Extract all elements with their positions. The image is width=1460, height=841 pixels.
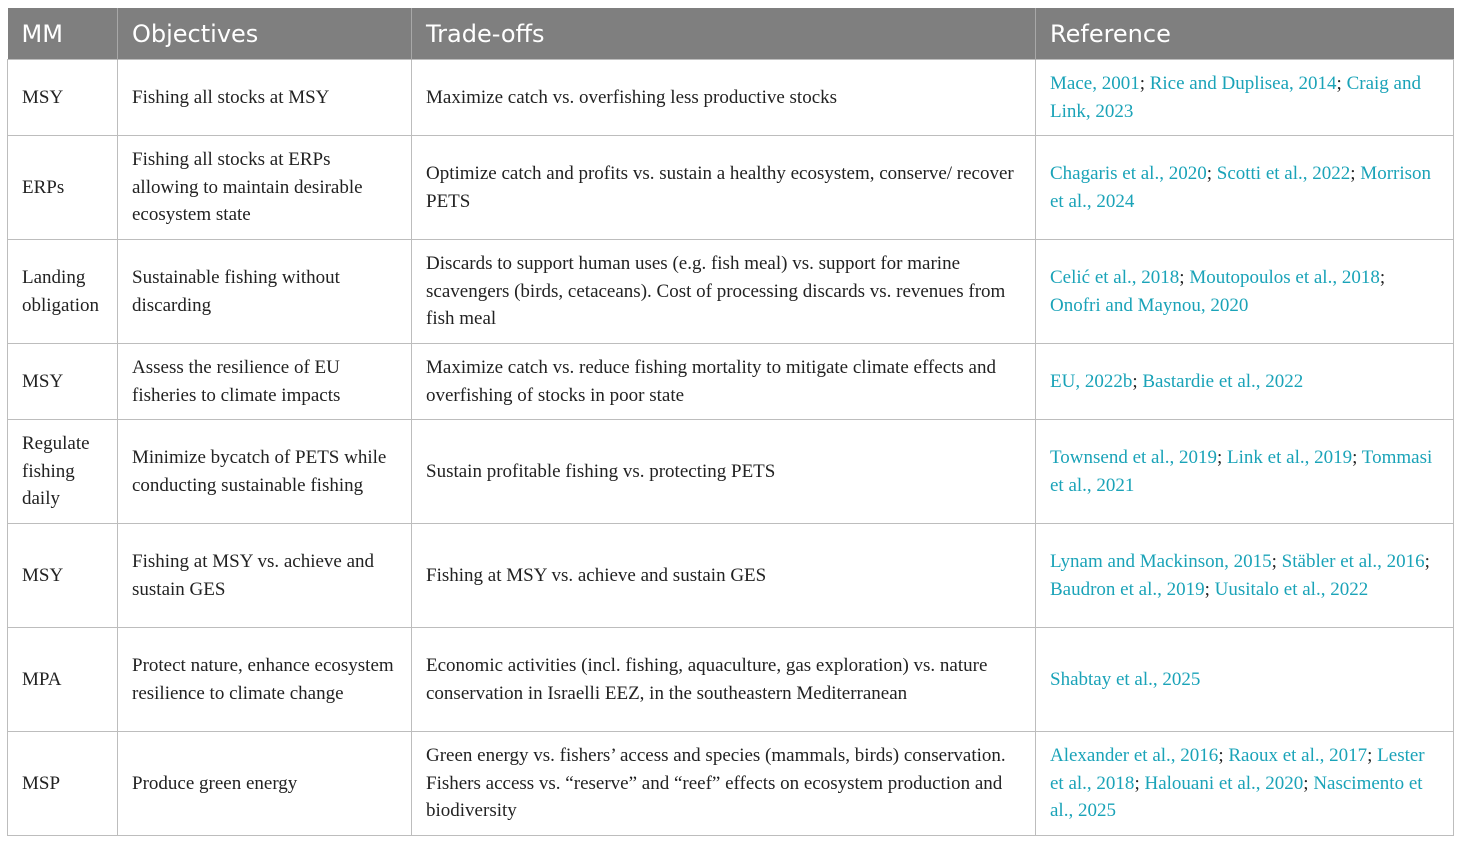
header-mm: MM [8, 8, 118, 60]
reference-separator: ; [1218, 745, 1229, 767]
reference-link[interactable]: EU, 2022b [1050, 370, 1133, 392]
mm-cell: MSY [8, 344, 118, 420]
mm-cell: MSY [8, 524, 118, 628]
reference-separator: ; [1134, 772, 1145, 794]
reference-link[interactable]: Lynam and Mackinson, 2015 [1050, 551, 1272, 572]
reference-separator: ; [1204, 578, 1215, 600]
tradeoffs-cell: Maximize catch vs. reduce fishing mortality to mitigate climate effects and overfishing of stocks in poor state [412, 344, 1036, 420]
reference-separator: ; [1350, 163, 1361, 184]
table-body [8, 60, 1454, 836]
mm-cell: Landing obligation [8, 240, 118, 344]
references-table [7, 8, 1454, 836]
reference-link[interactable]: Rice and Duplisea, 2014 [1149, 73, 1337, 94]
reference-link[interactable]: Celić et al., 2018 [1050, 267, 1180, 288]
reference-cell [1036, 524, 1454, 628]
tradeoffs-cell: Sustain profitable fishing vs. protecting PETS [412, 420, 1036, 524]
reference-link[interactable]: Halouani et al., 2020 [1144, 772, 1304, 794]
reference-link[interactable]: Nascimento et al., 2025 [1050, 772, 1423, 822]
objectives-cell: Fishing all stocks at ERPs allowing to maintain desirable ecosystem state [118, 136, 412, 240]
objectives-cell: Fishing at MSY vs. achieve and sustain GES [118, 524, 412, 628]
mm-cell: MSY [8, 60, 118, 136]
reference-link[interactable]: Morrison et al., 2024 [1050, 163, 1432, 212]
reference-link[interactable]: Baudron et al., 2019 [1050, 578, 1205, 600]
objectives-cell: Sustainable fishing without discarding [118, 240, 412, 344]
table-row [8, 344, 1454, 420]
mm-cell: MPA [8, 628, 118, 732]
objectives-cell: Fishing all stocks at MSY [118, 60, 412, 136]
reference-cell [1036, 136, 1454, 240]
table-row [8, 420, 1454, 524]
reference-cell [1036, 628, 1454, 732]
header-reference: Reference [1036, 8, 1454, 60]
tradeoffs-cell: Economic activities (incl. fishing, aquaculture, gas exploration) vs. nature conservation in Israelli EEZ, in the southeastern Mediterranean [412, 628, 1036, 732]
reference-separator: ; [1303, 772, 1314, 794]
reference-link[interactable]: Mace, 2001 [1050, 73, 1140, 94]
reference-cell [1036, 60, 1454, 136]
reference-link[interactable]: Uusitalo et al., 2022 [1214, 578, 1369, 600]
mm-cell: MSP [8, 732, 118, 836]
table-row [8, 60, 1454, 136]
table-row [8, 524, 1454, 628]
reference-link[interactable]: Lester et al., 2018 [1050, 745, 1425, 794]
reference-link[interactable]: Onofri and Maynou, 2020 [1050, 294, 1249, 316]
tradeoffs-cell: Fishing at MSY vs. achieve and sustain GES [412, 524, 1036, 628]
reference-link[interactable]: Townsend et al., 2019 [1050, 447, 1218, 468]
reference-separator: ; [1217, 447, 1228, 468]
reference-link[interactable]: Shabtay et al., 2025 [1050, 668, 1201, 690]
table-row [8, 240, 1454, 344]
reference-separator: ; [1336, 73, 1347, 94]
reference-separator: ; [1179, 267, 1190, 288]
reference-separator: ; [1424, 551, 1430, 572]
reference-link[interactable]: Moutopoulos et al., 2018 [1189, 267, 1380, 288]
tradeoffs-cell: Discards to support human uses (e.g. fish meal) vs. support for marine scavengers (birds, cetaceans). Cost of processing discards vs. revenues from fish meal [412, 240, 1036, 344]
table-row [8, 136, 1454, 240]
reference-link[interactable]: Chagaris et al., 2020 [1050, 163, 1207, 184]
table-row [8, 732, 1454, 836]
objectives-cell: Protect nature, enhance ecosystem resilience to climate change [118, 628, 412, 732]
objectives-cell: Assess the resilience of EU fisheries to climate impacts [118, 344, 412, 420]
table-header [8, 8, 1454, 60]
reference-cell [1036, 344, 1454, 420]
header-objectives: Objectives [118, 8, 412, 60]
tradeoffs-cell: Maximize catch vs. overfishing less productive stocks [412, 60, 1036, 136]
reference-separator: ; [1367, 745, 1378, 767]
reference-separator: ; [1379, 267, 1386, 288]
reference-link[interactable]: Bastardie et al., 2022 [1142, 370, 1304, 392]
mm-cell: ERPs [8, 136, 118, 240]
objectives-cell: Produce green energy [118, 732, 412, 836]
header-row [8, 8, 1454, 60]
reference-link[interactable]: Tommasi et al., 2021 [1050, 447, 1433, 496]
reference-cell [1036, 732, 1454, 836]
reference-link[interactable]: Raoux et al., 2017 [1228, 745, 1368, 767]
reference-link[interactable]: Link et al., 2019 [1227, 447, 1353, 468]
reference-separator: ; [1206, 163, 1217, 184]
tradeoffs-cell: Green energy vs. fishers’ access and species (mammals, birds) conservation. Fishers access vs. “reserve” and “reef” effects on ecosystem production and biodiversity [412, 732, 1036, 836]
table-row [8, 628, 1454, 732]
reference-link[interactable]: Craig and Link, 2023 [1050, 73, 1421, 122]
reference-link[interactable]: Scotti et al., 2022 [1216, 163, 1351, 184]
reference-separator: ; [1271, 551, 1282, 572]
objectives-cell: Minimize bycatch of PETS while conducting sustainable fishing [118, 420, 412, 524]
header-tradeoffs: Trade-offs [412, 8, 1036, 60]
reference-separator: ; [1132, 370, 1143, 392]
reference-cell [1036, 420, 1454, 524]
reference-cell [1036, 240, 1454, 344]
tradeoffs-cell: Optimize catch and profits vs. sustain a healthy ecosystem, conserve/ recover PETS [412, 136, 1036, 240]
reference-link[interactable]: Alexander et al., 2016 [1050, 745, 1219, 767]
reference-separator: ; [1139, 73, 1150, 94]
reference-link[interactable]: Stäbler et al., 2016 [1281, 551, 1425, 572]
mm-cell: Regulate fishing daily [8, 420, 118, 524]
reference-separator: ; [1352, 447, 1362, 468]
